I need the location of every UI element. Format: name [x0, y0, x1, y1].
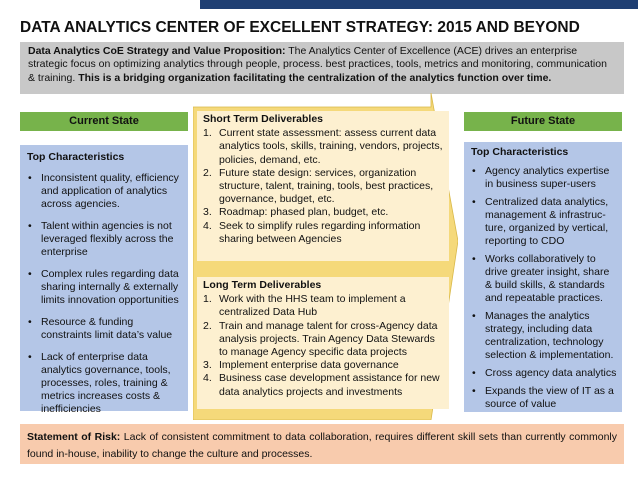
- item-number: 2.: [203, 319, 212, 332]
- value-proposition-panel: [20, 42, 624, 94]
- list-item: [203, 127, 445, 167]
- value-proposition-label: Data Analytics CoE Strategy and Value Proposition:: [28, 45, 286, 57]
- long-term-heading: Long Term Deliverables: [203, 279, 322, 291]
- page-title: DATA ANALYTICS CENTER OF EXCELLENT STRATEGY: 2015 AND BEYOND: [20, 19, 580, 36]
- future-state-label: Future State: [464, 112, 622, 131]
- value-proposition-emphasis: This is a bridging organization facilitating the centralization of the analytics function over time.: [78, 71, 552, 84]
- list-item: [203, 293, 445, 319]
- future-state-panel: [464, 142, 622, 412]
- list-item-text: Resource & funding constraints limit data’s value: [41, 316, 173, 341]
- short-term-panel: [197, 111, 449, 261]
- bullet-icon: •: [472, 165, 476, 177]
- list-item: [471, 253, 617, 305]
- list-item-text: Cross agency data analytics: [485, 367, 617, 379]
- risk-statement-panel: [20, 424, 624, 464]
- list-item: [471, 196, 617, 248]
- list-item-text: Current state assessment: assess current data analytics tools, skills, training, vendors, projects, policies, demand, etc.: [219, 127, 443, 166]
- risk-label: Statement of Risk:: [27, 431, 121, 443]
- risk-text: Lack of consistent commitment to data collaboration, requires different skill sets than currently commonly found in-house, inability to change the culture and processes.: [27, 431, 617, 460]
- bullet-icon: •: [28, 172, 32, 184]
- list-item-text: Implement enterprise data governance: [219, 359, 399, 372]
- list-item-text: Agency analytics expertise in business super-users: [485, 165, 610, 190]
- current-state-panel: [20, 145, 188, 415]
- item-number: 3.: [203, 206, 212, 219]
- list-item-text: Centralized data analytics, management & infrastruc-ture, organized by vertical, reporting to CDO: [485, 196, 609, 247]
- list-item-text: Manages the analytics strategy, including data centralization, technology selection & implementation.: [485, 310, 614, 361]
- value-proposition-text: The Analytics Center of Excellence (ACE) drives an enterprise strategic focus on optimizing analytics through people, process. best practices, tools, metrics and monitoring, communication & training.: [28, 45, 607, 84]
- list-item: [27, 316, 182, 342]
- item-number: 4.: [203, 219, 212, 232]
- bullet-icon: •: [28, 268, 32, 280]
- list-item-text: Works collaboratively to drive greater insight, share & build skills, & standards and repeatable practices.: [485, 253, 610, 304]
- item-number: 4.: [203, 372, 212, 385]
- top-banner-notch: [0, 0, 200, 9]
- list-item-text: Business case development assistance for new data analytics projects and investments: [219, 372, 440, 398]
- list-item: [27, 351, 182, 416]
- list-item: [203, 167, 445, 207]
- item-number: 1.: [203, 127, 212, 140]
- item-number: 3.: [203, 359, 212, 372]
- long-term-list: [203, 293, 445, 399]
- bullet-icon: •: [472, 385, 476, 397]
- list-item: [203, 359, 445, 372]
- current-state-label: Current State: [20, 112, 188, 131]
- list-item-text: Complex rules regarding data sharing internally & externally limits innovation opportunities: [41, 268, 179, 306]
- future-state-list: [471, 165, 617, 411]
- short-term-heading: Short Term Deliverables: [203, 113, 324, 125]
- list-item: [27, 172, 182, 211]
- list-item-text: Future state design: services, organization structure, talent, training, tools, best practices, governance, budget, etc.: [219, 166, 434, 206]
- bullet-icon: •: [28, 316, 32, 328]
- list-item: [471, 385, 617, 411]
- list-item: [471, 367, 617, 380]
- list-item: [203, 206, 445, 219]
- list-item: [203, 220, 445, 246]
- list-item: [203, 372, 445, 398]
- list-item-text: Roadmap: phased plan, budget, etc.: [219, 206, 389, 219]
- item-number: 2.: [203, 166, 212, 179]
- future-state-heading: Top Characteristics: [471, 146, 569, 158]
- list-item: [203, 320, 445, 360]
- list-item-text: Work with the HHS team to implement a centralized Data Hub: [219, 293, 406, 319]
- bullet-icon: •: [472, 367, 476, 379]
- list-item: [471, 165, 617, 191]
- item-number: 1.: [203, 293, 212, 306]
- list-item-text: Inconsistent quality, efficiency and application of analytics across agencies.: [41, 172, 179, 210]
- bullet-icon: •: [28, 220, 32, 232]
- long-term-panel: [197, 277, 449, 409]
- list-item-text: Talent within agencies is not leveraged flexibly across the enterprise: [41, 220, 174, 258]
- list-item: [27, 220, 182, 259]
- current-state-heading: Top Characteristics: [27, 151, 125, 163]
- list-item: [27, 268, 182, 307]
- bullet-icon: •: [472, 253, 476, 265]
- short-term-list: [203, 127, 445, 246]
- bullet-icon: •: [472, 196, 476, 208]
- list-item-text: Expands the view of IT as a source of value: [485, 385, 614, 410]
- current-state-list: [27, 172, 182, 416]
- bullet-icon: •: [28, 351, 32, 363]
- list-item: [471, 310, 617, 362]
- list-item-text: Train and manage talent for cross-Agency data analysis projects. Train Agency Data Stewards to manage Agency specific data projects: [219, 319, 438, 359]
- list-item-text: Lack of enterprise data analytics governance, tools, processes, roles, training & metrics increases costs & inefficiencies: [41, 351, 171, 415]
- list-item-text: Seek to simplify rules regarding information sharing between Agencies: [219, 219, 421, 245]
- bullet-icon: •: [472, 310, 476, 322]
